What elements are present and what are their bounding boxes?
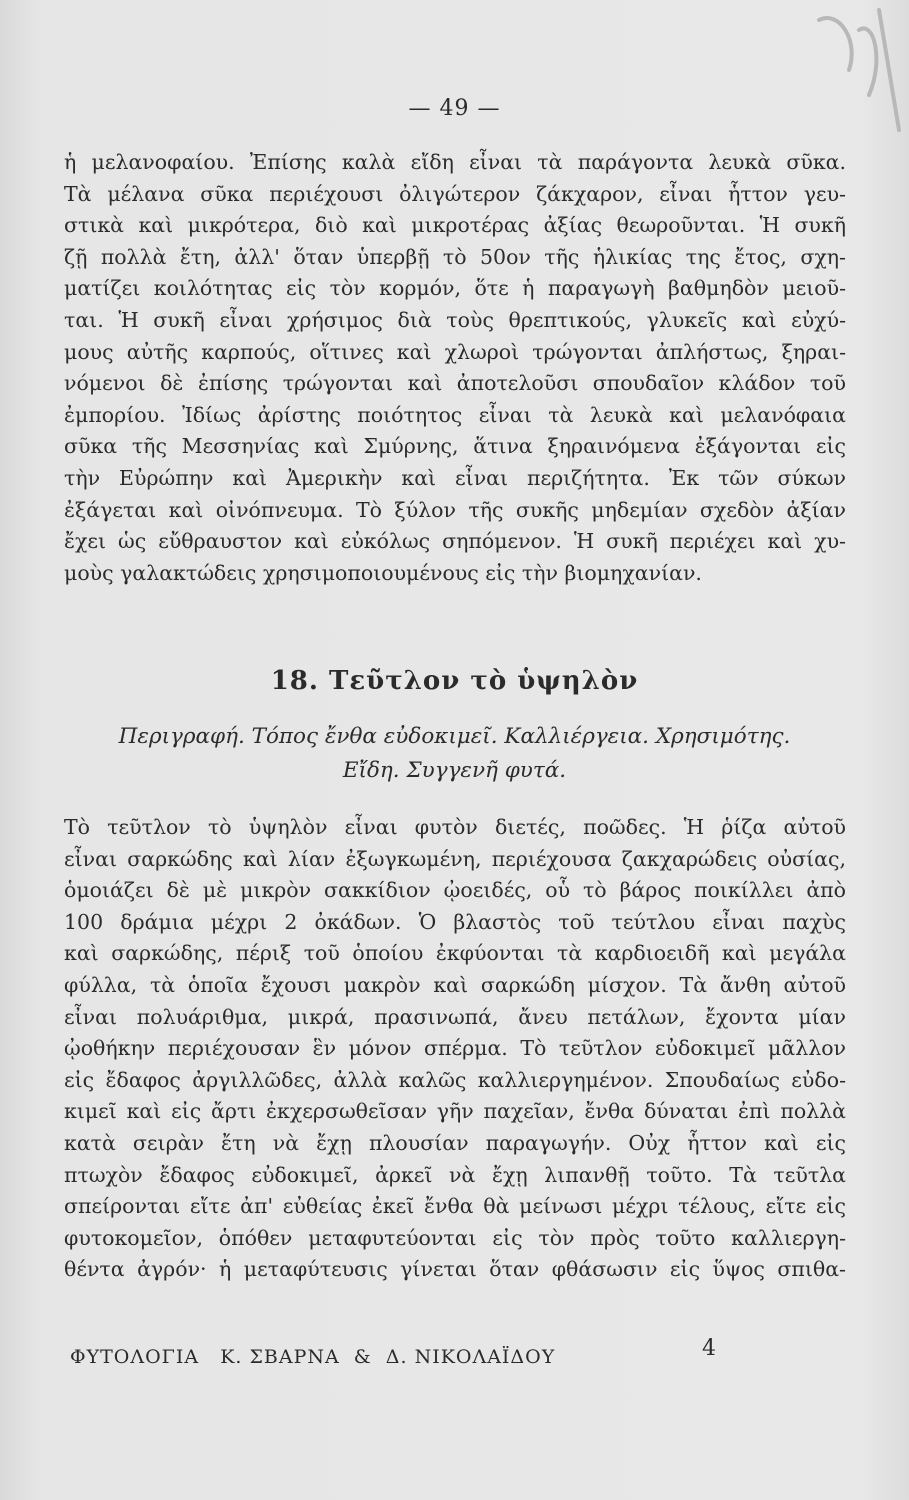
text-line: θέντα ἀγρόν· ἡ μεταφύτευσις γίνεται ὅταν φθάσωσιν εἰς ὕψος σπιθα- bbox=[64, 1257, 846, 1282]
section-heading: 18. Τεῦτλον τὸ ὑψηλὸν bbox=[270, 666, 639, 696]
text-line: μοὺς γαλακτώδεις χρησιμοποιουμένους εἰς τὴν βιομηχανίαν. bbox=[64, 560, 702, 585]
paragraph-figs bbox=[64, 147, 846, 589]
text-line: Τὰ μέλανα σῦκα περιέχουσι ὀλιγώτερον ζάκχαρον, εἶναι ἧττον γευ- bbox=[64, 181, 846, 206]
text-line: φυτοκομεῖον, ὁπόθεν μεταφυτεύονται εἰς τὸν πρὸς τοῦτο καλλιεργη- bbox=[64, 1225, 846, 1250]
text-line: ᾠοθήκην περιέχουσαν ἓν μόνον σπέρμα. Τὸ τεῦτλον εὐδοκιμεῖ μᾶλλον bbox=[64, 1036, 846, 1061]
text-line: σῦκα τῆς Μεσσηνίας καὶ Σμύρνης, ἅτινα ξηραινόμενα ἐξάγονται εἰς bbox=[64, 434, 846, 459]
text-line: εἶναι πολυάριθμα, μικρά, πρασινωπά, ἄνευ πετάλων, ἔχοντα μίαν bbox=[64, 1004, 846, 1029]
text-line: εἶναι σαρκώδης καὶ λίαν ἐξωγκωμένη, περιέχουσα ζακχαρώδεις οὐσίας, bbox=[64, 846, 846, 871]
text-line: κιμεῖ καὶ εἰς ἄρτι ἐκχερσωθεῖσαν γῆν παχεῖαν, ἔνθα δύναται ἐπὶ πολλὰ bbox=[64, 1099, 846, 1124]
page-number: — 49 — bbox=[408, 96, 501, 121]
text-line: μους αὐτῆς καρπούς, οἵτινες καὶ χλωροὶ τρώγονται ἀπλήστως, ξηραι- bbox=[64, 339, 846, 364]
text-line: ἐξάγεται καὶ οἰνόπνευμα. Τὸ ξύλον τῆς συκῆς μηδεμίαν σχεδὸν ἀξίαν bbox=[64, 497, 846, 522]
text-line: ἔχει ὡς εὔθραυστον καὶ εὐκόλως σηπόμενον. Ἡ συκῆ περιέχει καὶ χυ- bbox=[64, 529, 846, 554]
text-line: εἰς ἔδαφος ἀργιλλῶδες, ἀλλὰ καλῶς καλλιεργημένον. Σπουδαίως εὐδο- bbox=[64, 1067, 846, 1092]
text-line: στικὰ καὶ μικρότερα, διὸ καὶ μικροτέρας ἀξίας θεωροῦνται. Ἡ συκῆ bbox=[64, 213, 846, 238]
text-line: ἡ μελανοφαίου. Ἐπίσης καλὰ εἴδη εἶναι τὰ παράγοντα λευκὰ σῦκα. bbox=[64, 150, 846, 174]
text-line: ζῇ πολλὰ ἔτη, ἀλλ' ὅταν ὑπερβῇ τὸ 50ον τῆς ἡλικίας της ἔτος, σχη- bbox=[64, 244, 846, 269]
text-line: φύλλα, τὰ ὁποῖα ἔχουσι μακρὸν καὶ σαρκώδη μίσχον. Τὰ ἄνθη αὐτοῦ bbox=[64, 972, 846, 997]
section-subheading: Εἴδη. Συγγενῆ φυτά. bbox=[342, 758, 567, 783]
text-line: ται. Ἡ συκῆ εἶναι χρήσιμος διὰ τοὺς θρεπτικούς, γλυκεῖς καὶ εὐχύ- bbox=[64, 307, 846, 332]
signature-mark: 4 bbox=[702, 1336, 716, 1361]
text-line: ἐμπορίου. Ἰδίως ἀρίστης ποιότητος εἶναι τὰ λευκὰ καὶ μελανόφαια bbox=[64, 402, 846, 427]
text-line: 100 δράμια μέχρι 2 ὀκάδων. Ὁ βλαστὸς τοῦ τεύτλου εἶναι παχὺς bbox=[64, 909, 846, 934]
text-line: σπείρονται εἴτε ἀπ' εὐθείας ἐκεῖ ἔνθα θὰ μείνωσι μέχρι τέλους, εἴτε εἰς bbox=[64, 1194, 846, 1219]
section-subheading: Περιγραφή. Τόπος ἔνθα εὐδοκιμεῖ. Καλλιέργεια. Χρησιμότης. bbox=[118, 724, 791, 749]
text-line: νόμενοι δὲ ἐπίσης τρώγονται καὶ ἀποτελοῦσι σπουδαῖον κλάδον τοῦ bbox=[64, 371, 846, 396]
paragraph-beet bbox=[64, 812, 846, 1286]
text-line: κατὰ σειρὰν ἔτη νὰ ἔχῃ πλουσίαν παραγωγήν. Οὐχ ἧττον καὶ εἰς bbox=[64, 1130, 846, 1155]
text-line: τὴν Εὐρώπην καὶ Ἀμερικὴν καὶ εἶναι περιζήτητα. Ἐκ τῶν σύκων bbox=[64, 465, 846, 490]
text-line: ὁμοιάζει δὲ μὲ μικρὸν σακκίδιον ᾠοειδές, οὗ τὸ βάρος ποικίλλει ἀπὸ bbox=[64, 878, 846, 903]
text-line: Τὸ τεῦτλον τὸ ὑψηλὸν εἶναι φυτὸν διετές, ποῶδες. Ἡ ῥίζα αὐτοῦ bbox=[64, 815, 846, 839]
text-line: καὶ σαρκώδης, πέριξ τοῦ ὁποίου ἐκφύονται τὰ καρδιοειδῆ καὶ μεγάλα bbox=[64, 941, 846, 966]
footer-signature: ΦΥΤΟΛΟΓΙΑ Κ. ΣΒΑΡΝΑ & Δ. ΝΙΚΟΛΑΪΔΟΥ bbox=[70, 1346, 556, 1368]
text-line: πτωχὸν ἔδαφος εὐδοκιμεῖ, ἀρκεῖ νὰ ἔχῃ λιπανθῇ τοῦτο. Τὰ τεῦτλα bbox=[64, 1162, 846, 1187]
text-line: ματίζει κοιλότητας εἰς τὸν κορμόν, ὅτε ἡ παραγωγὴ βαθμηδὸν μειοῦ- bbox=[64, 276, 846, 301]
